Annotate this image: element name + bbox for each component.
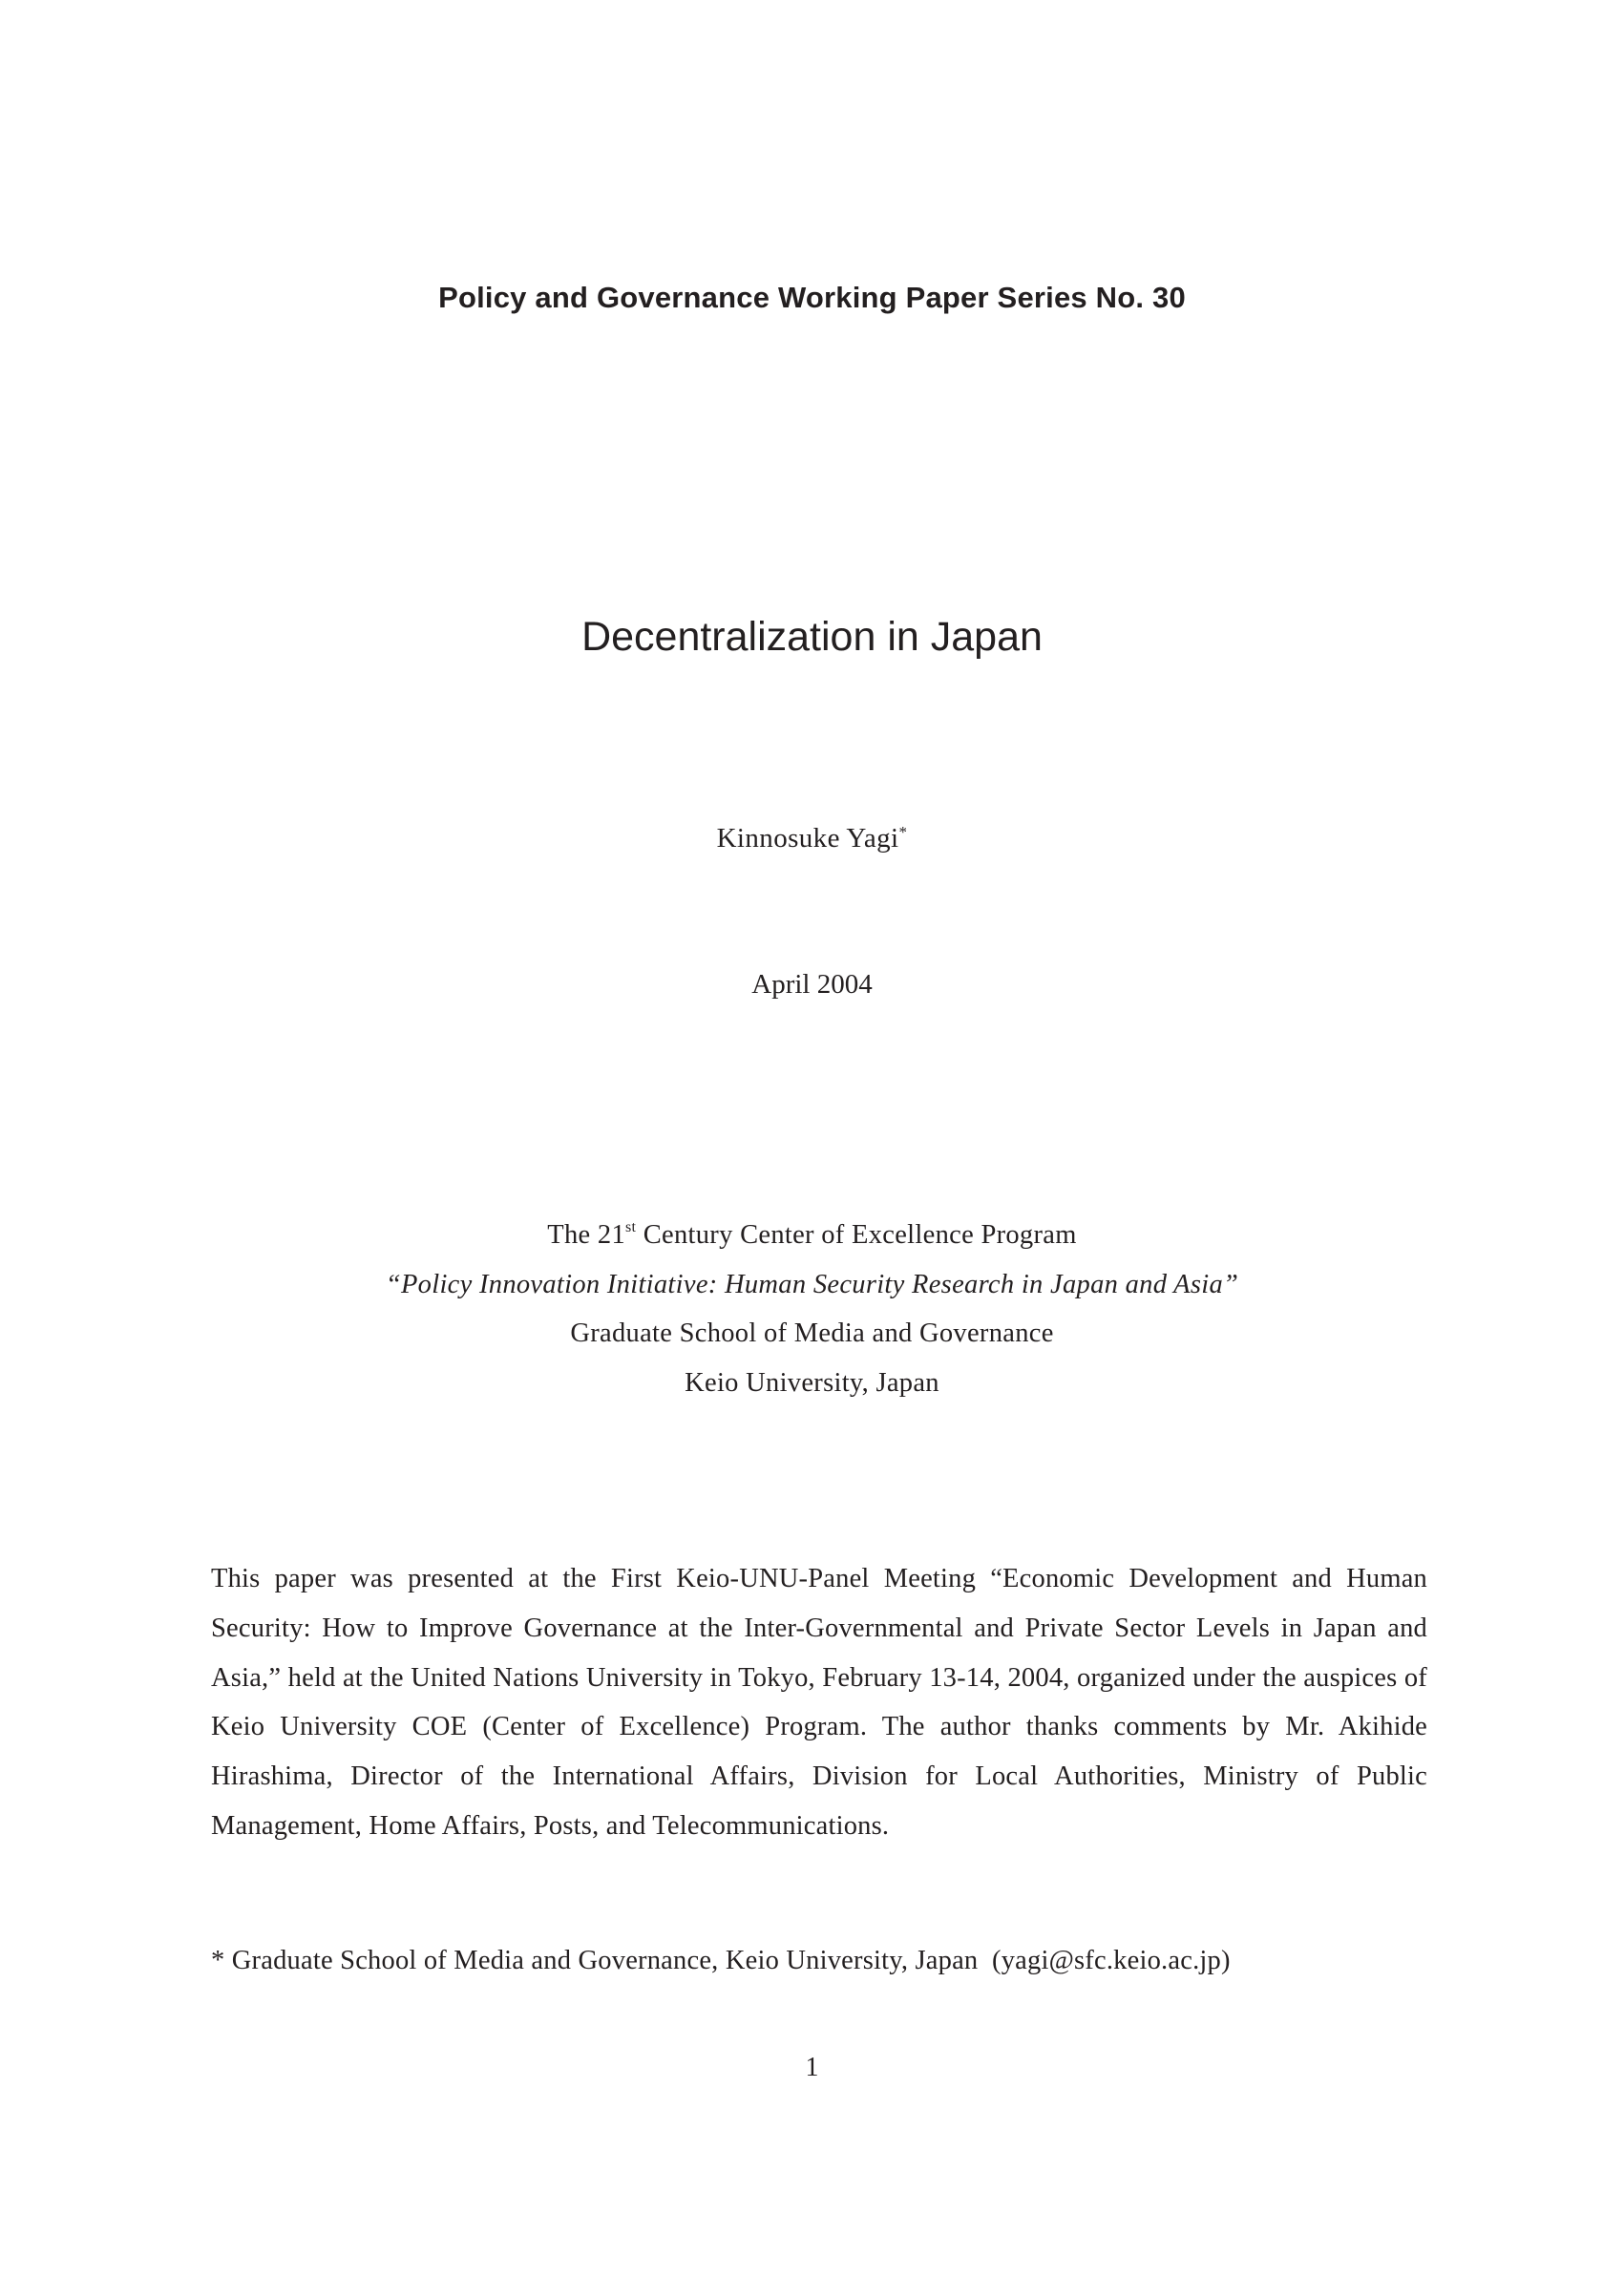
author-footnote-marker: * xyxy=(898,823,908,841)
presentation-note: This paper was presented at the First Keio-UNU-Panel Meeting “Economic Development and Human Security: How to Improve Governance at the Inter-Governmental and Private Sector Levels in Japan and Asia,” held at the United Nations University in Tokyo, February 13-14, 2004, organized under the auspices of Keio University COE (Center of Excellence) Program. The author thanks comments by Mr. Akihide Hirashima, Director of the International Affairs, Division for Local Authorities, Ministry of Public Management, Home Affairs, Posts, and Telecommunications. xyxy=(211,1564,1427,1841)
footnote xyxy=(211,1946,1231,1976)
program-ordinal: st xyxy=(625,1219,637,1235)
school-name: Graduate School of Media and Governance xyxy=(570,1318,1054,1348)
footnote-marker: * xyxy=(211,1946,225,1975)
page-number: 1 xyxy=(805,2053,819,2082)
affiliation-block xyxy=(0,1211,1624,1407)
university-name: Keio University, Japan xyxy=(685,1367,939,1398)
initiative-name: “Policy Innovation Initiative: Human Security Research in Japan and Asia” xyxy=(385,1269,1239,1299)
author-name: Kinnosuke Yagi xyxy=(716,823,899,854)
program-prefix: The 21 xyxy=(547,1220,626,1250)
paper-title: Decentralization in Japan xyxy=(581,614,1043,660)
footnote-text: Graduate School of Media and Governance, Keio University, Japan (yagi@sfc.keio.ac.jp) xyxy=(224,1946,1231,1975)
program-name xyxy=(0,1211,1624,1260)
series-heading: Policy and Governance Working Paper Series No. 30 xyxy=(438,281,1186,314)
publication-date: April 2004 xyxy=(751,969,873,1000)
author-line xyxy=(0,823,1624,854)
program-suffix: Century Center of Excellence Program xyxy=(636,1220,1077,1250)
